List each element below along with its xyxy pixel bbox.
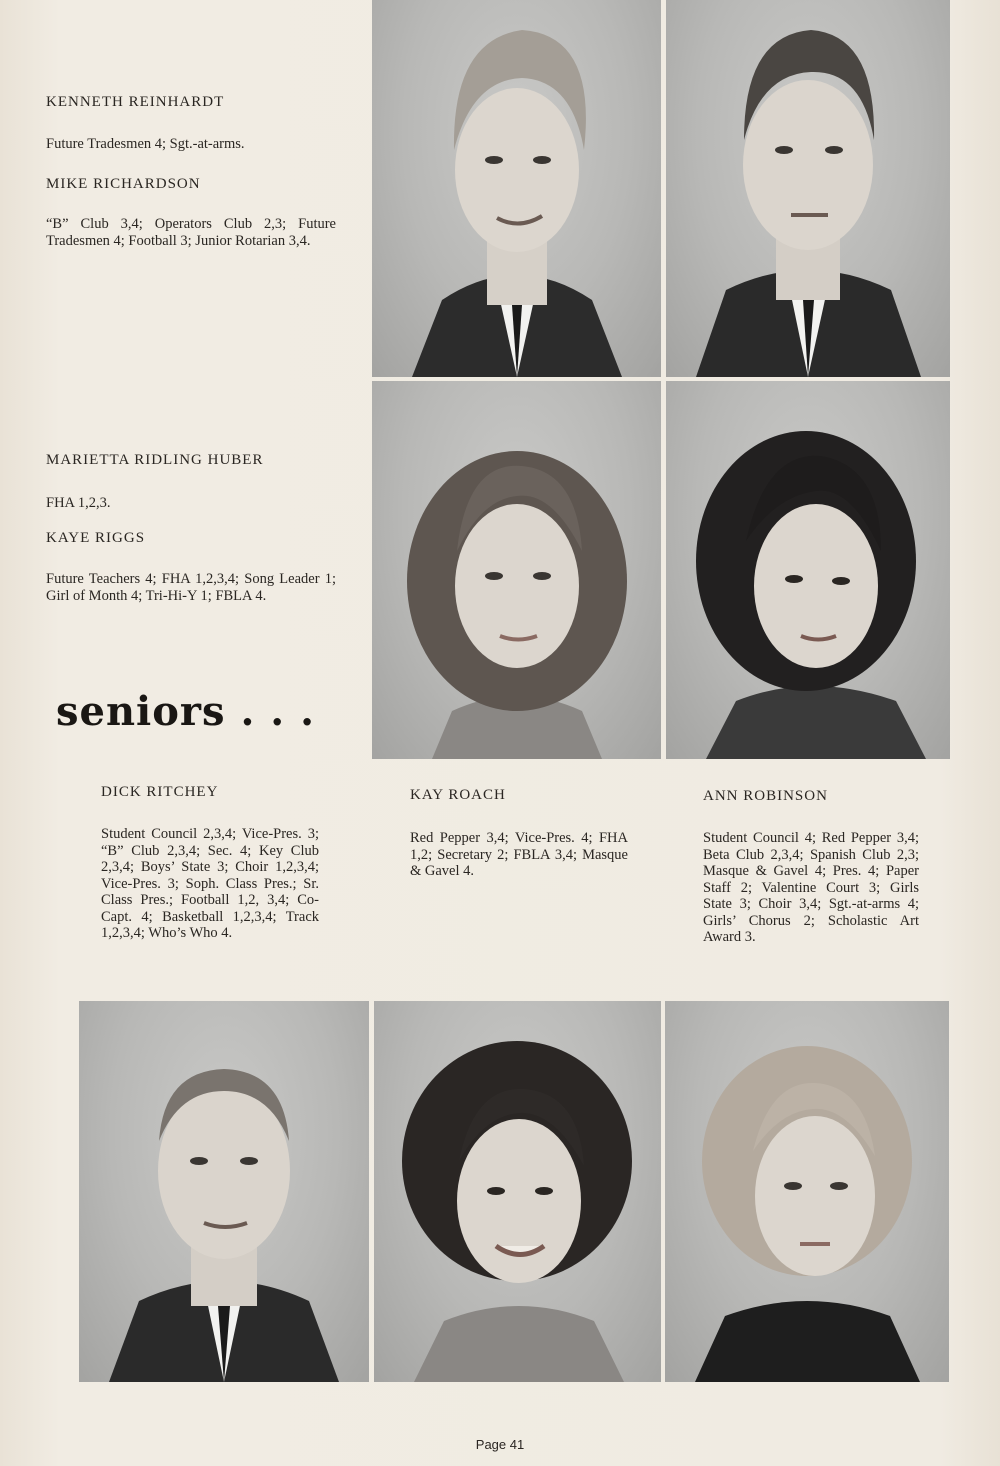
portrait-huber [372, 381, 661, 759]
student-bio-robinson: Student Council 4; Red Pepper 3,4; Beta Club 2,3,4; Spanish Club 2,3; Masque & Gavel 4; Pres. 4; Paper Staff 2; Valentine Court 3; Girls State 3; Choir 3,4; Sgt.-at-arms 4; Girls’ Chorus 2; Scholastic Art Award 3. [703, 830, 919, 945]
portrait-richardson [666, 0, 950, 377]
student-name-roach: KAY ROACH [410, 787, 506, 803]
student-bio-riggs: Future Teachers 4; FHA 1,2,3,4; Song Leader 1; Girl of Month 4; Tri-Hi-Y 1; FBLA 4. [46, 571, 336, 604]
portrait-ritchey [79, 1001, 369, 1382]
portrait-riggs [666, 381, 950, 759]
student-bio-huber: FHA 1,2,3. [46, 495, 111, 511]
student-name-huber: MARIETTA RIDLING HUBER [46, 452, 264, 468]
student-name-ritchey: DICK RITCHEY [101, 784, 219, 800]
student-bio-roach: Red Pepper 3,4; Vice-Pres. 4; FHA 1,2; Secretary 2; FBLA 3,4; Masque & Gavel 4. [410, 830, 628, 879]
student-name-reinhardt: KENNETH REINHARDT [46, 94, 225, 110]
student-name-riggs: KAYE RIGGS [46, 530, 146, 546]
portrait-robinson [665, 1001, 949, 1382]
section-heading: seniors . . . [56, 688, 316, 735]
student-name-richardson: MIKE RICHARDSON [46, 176, 201, 192]
student-name-robinson: ANN ROBINSON [703, 788, 828, 804]
student-bio-ritchey: Student Council 2,3,4; Vice-Pres. 3; “B” Club 2,3,4; Sec. 4; Key Club 2,3,4; Boys’ State 3; Choir 1,2,3,4; Vice-Pres. 3; Soph. Class Pres.; Sr. Class Pres.; Football 1,2, 3,4; Co-Capt. 4; Basketball 1,2,3,4; Track 1,2,3,4; Who’s Who 4. [101, 826, 319, 941]
student-bio-reinhardt: Future Tradesmen 4; Sgt.-at-arms. [46, 136, 245, 152]
portrait-roach [374, 1001, 661, 1382]
page-number: Page 41 [475, 1437, 525, 1452]
student-bio-richardson: “B” Club 3,4; Operators Club 2,3; Future Tradesmen 4; Football 3; Junior Rotarian 3,4. [46, 216, 336, 249]
portrait-reinhardt [372, 0, 661, 377]
